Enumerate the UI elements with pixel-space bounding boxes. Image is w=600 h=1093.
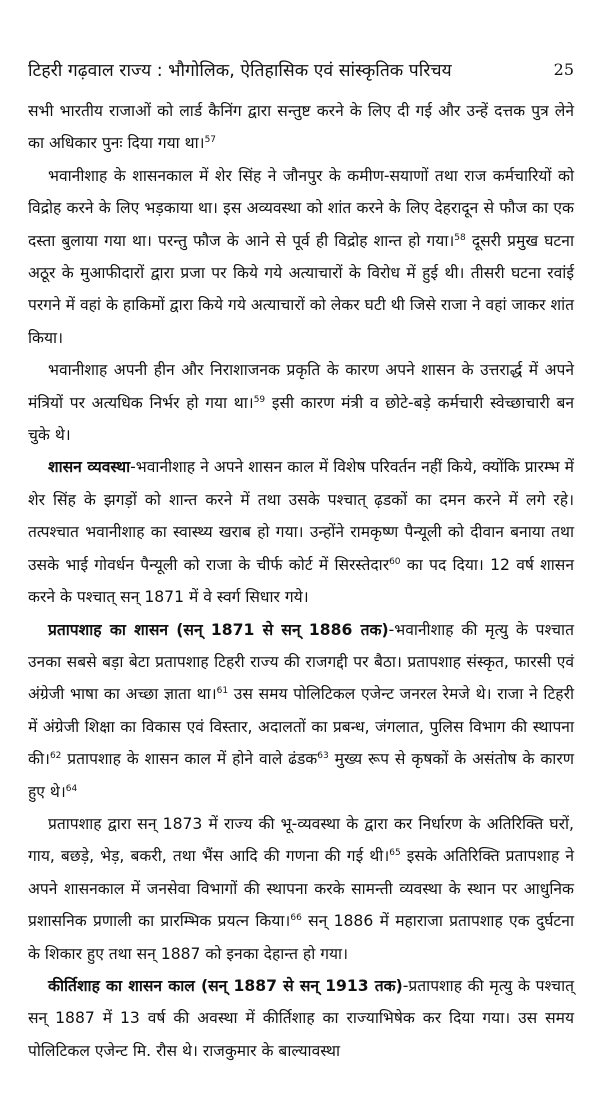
running-header xyxy=(28,58,574,86)
paragraph-text: मुख्य रूप से कृषकों के असंतोष के कारण हुए थे। xyxy=(28,750,574,801)
paragraph xyxy=(28,451,574,613)
paragraph xyxy=(28,354,574,451)
footnote-marker: 62 xyxy=(49,751,62,762)
paragraph-text: सभी भारतीय राजाओं को लार्ड कैनिंग द्वारा सन्तुष्ट करने के लिए दी गई और उन्हें दत्तक पुत्र लेने का अधिकार पुनः दिया गया था। xyxy=(28,102,574,153)
footnote-marker: 57 xyxy=(204,135,217,146)
paragraph-text: सन् 1886 में महाराजा प्रतापशाह एक दुर्घटना के शिकार हुए तथा सन् 1887 को इनका देहान्त हो गया। xyxy=(28,912,574,963)
section-heading: प्रतापशाह का शासन (सन् 1871 से सन् 1886 तक) xyxy=(48,620,389,639)
paragraph xyxy=(28,970,574,1067)
footnote-marker: 66 xyxy=(290,913,302,924)
paragraph-text: इसी कारण मंत्री व छोटे-बड़े कर्मचारी स्वेच्छाचारी बन चुके थे। xyxy=(28,393,575,445)
paragraph-text: प्रतापशाह के शासन काल में होने वाले ढंडक xyxy=(61,750,318,769)
paragraph-text: -प्रतापशाह की मृत्यु के पश्चात् सन् 1887 में 13 वर्ष की अवस्था में कीर्तिशाह का राज्याभिषेक कर दिया गया। उस समय पोलिटिकल एजेन्ट मि. रौस थे। राजकुमार के बाल्यावस्था xyxy=(28,976,574,1060)
section-heading: कीर्तिशाह का शासन काल (सन् 1887 से सन् 1913 तक) xyxy=(48,976,403,995)
footnote-marker: 61 xyxy=(216,686,229,697)
paragraph-text: उस समय पोलिटिकल एजेन्ट जनरल रेमजे थे। राजा ने टिहरी में अंग्रेजी शिक्षा का विकास एवं विस्तार, अदालतों का प्रबन्ध, जंगलात, पुलिस विभाग की स्थापना की। xyxy=(28,685,574,769)
footnote-marker: 59 xyxy=(253,394,266,405)
footnote-marker: 60 xyxy=(389,556,401,567)
paragraph-text: इसके अतिरिक्ति प्रतापशाह ने अपने शासनकाल में जनसेवा विभागों की स्थापना करके सामन्ती व्यवस्था के स्थान पर आधुनिक प्रशासनिक प्रणाली का प्रारम्भिक प्रयत्न किया। xyxy=(28,847,574,931)
body-text xyxy=(28,95,574,1067)
paragraph-text: का पद दिया। 12 वर्ष शासन करने के पश्चात् सन् 1871 में वे स्वर्ग सिधार गये। xyxy=(28,555,574,607)
paragraph-text: दूसरी प्रमुख घटना अठूर के मुआफीदारों द्वारा प्रजा पर किये गये अत्याचारों के विरोध में हुई थी। तीसरी घटना रवांई परगने में वहां के हाकिमों द्वारा किये गये अत्याचारों को लेकर घटी थी जिसे राजा ने वहां जाकर शांत किया। xyxy=(28,231,574,347)
paragraph xyxy=(28,160,574,354)
footnote-marker: 65 xyxy=(389,848,401,859)
footnote-marker: 58 xyxy=(454,232,466,243)
footnote-marker: 63 xyxy=(317,751,329,762)
paragraph xyxy=(28,614,574,808)
paragraph-text: -भवानीशाह ने अपने शासन काल में विशेष परिवर्तन नहीं किये, क्योंकि प्रारम्भ में शेर सिंह के झगड़ों को शान्त करने में तथा उसके पश्चात् ढ़डकों का दमन करने में लगे रहे। तत्पश्चात भवानीशाह का स्वास्थ्य खराब हो गया। उन्होंने रामकृष्ण पैन्यूली को दीवान बनाया तथा उसके भाई गोवर्धन पैन्यूली को राजा के चीर्फ कोर्ट में सिरस्तेदार xyxy=(28,458,574,574)
paragraph-text: प्रतापशाह द्वारा सन् 1873 में राज्य की भू-व्यवस्था के द्वारा कर निर्धारण के अतिरिक्ति घरों, गाय, बछड़े, भेड़, बकरी, तथा भैंस आदि की गणना की गई थी। xyxy=(28,814,574,866)
footnote-marker: 64 xyxy=(65,783,78,794)
paragraph-text: भवानीशाह के शासनकाल में शेर सिंह ने जौनपुर के कमीण-सयाणों तथा राज कर्मचारियों को विद्रोह करने के लिए भड़काया था। इस अव्यवस्था को शांत करने के लिए देहरादून से फौज का एक दस्ता बुलाया गया था। परन्तु फौज के आने से पूर्व ही विद्रोह शान्त हो गया। xyxy=(28,166,574,250)
paragraph xyxy=(28,95,574,160)
running-title: टिहरी गढ़वाल राज्य : भौगोलिक, ऐतिहासिक एवं सांस्कृतिक परिचय xyxy=(28,61,452,81)
section-heading: शासन व्यवस्था xyxy=(48,458,131,477)
paragraph-text: भवानीशाह अपनी हीन और निराशाजनक प्रकृति के कारण अपने शासन के उत्तरार्द्ध में अपने मंत्रियों पर अत्यधिक निर्भर हो गया था। xyxy=(28,361,574,412)
page-number: 25 xyxy=(553,60,574,79)
paragraph xyxy=(28,808,574,970)
paragraph-text: -भवानीशाह की मृत्यु के पश्चात उनका सबसे बड़ा बेटा प्रतापशाह टिहरी राज्य की राजगद्दी पर बैठा। प्रतापशाह संस्कृत, फारसी एवं अंग्रेजी भाषा का अच्छा ज्ञाता था। xyxy=(28,620,574,704)
